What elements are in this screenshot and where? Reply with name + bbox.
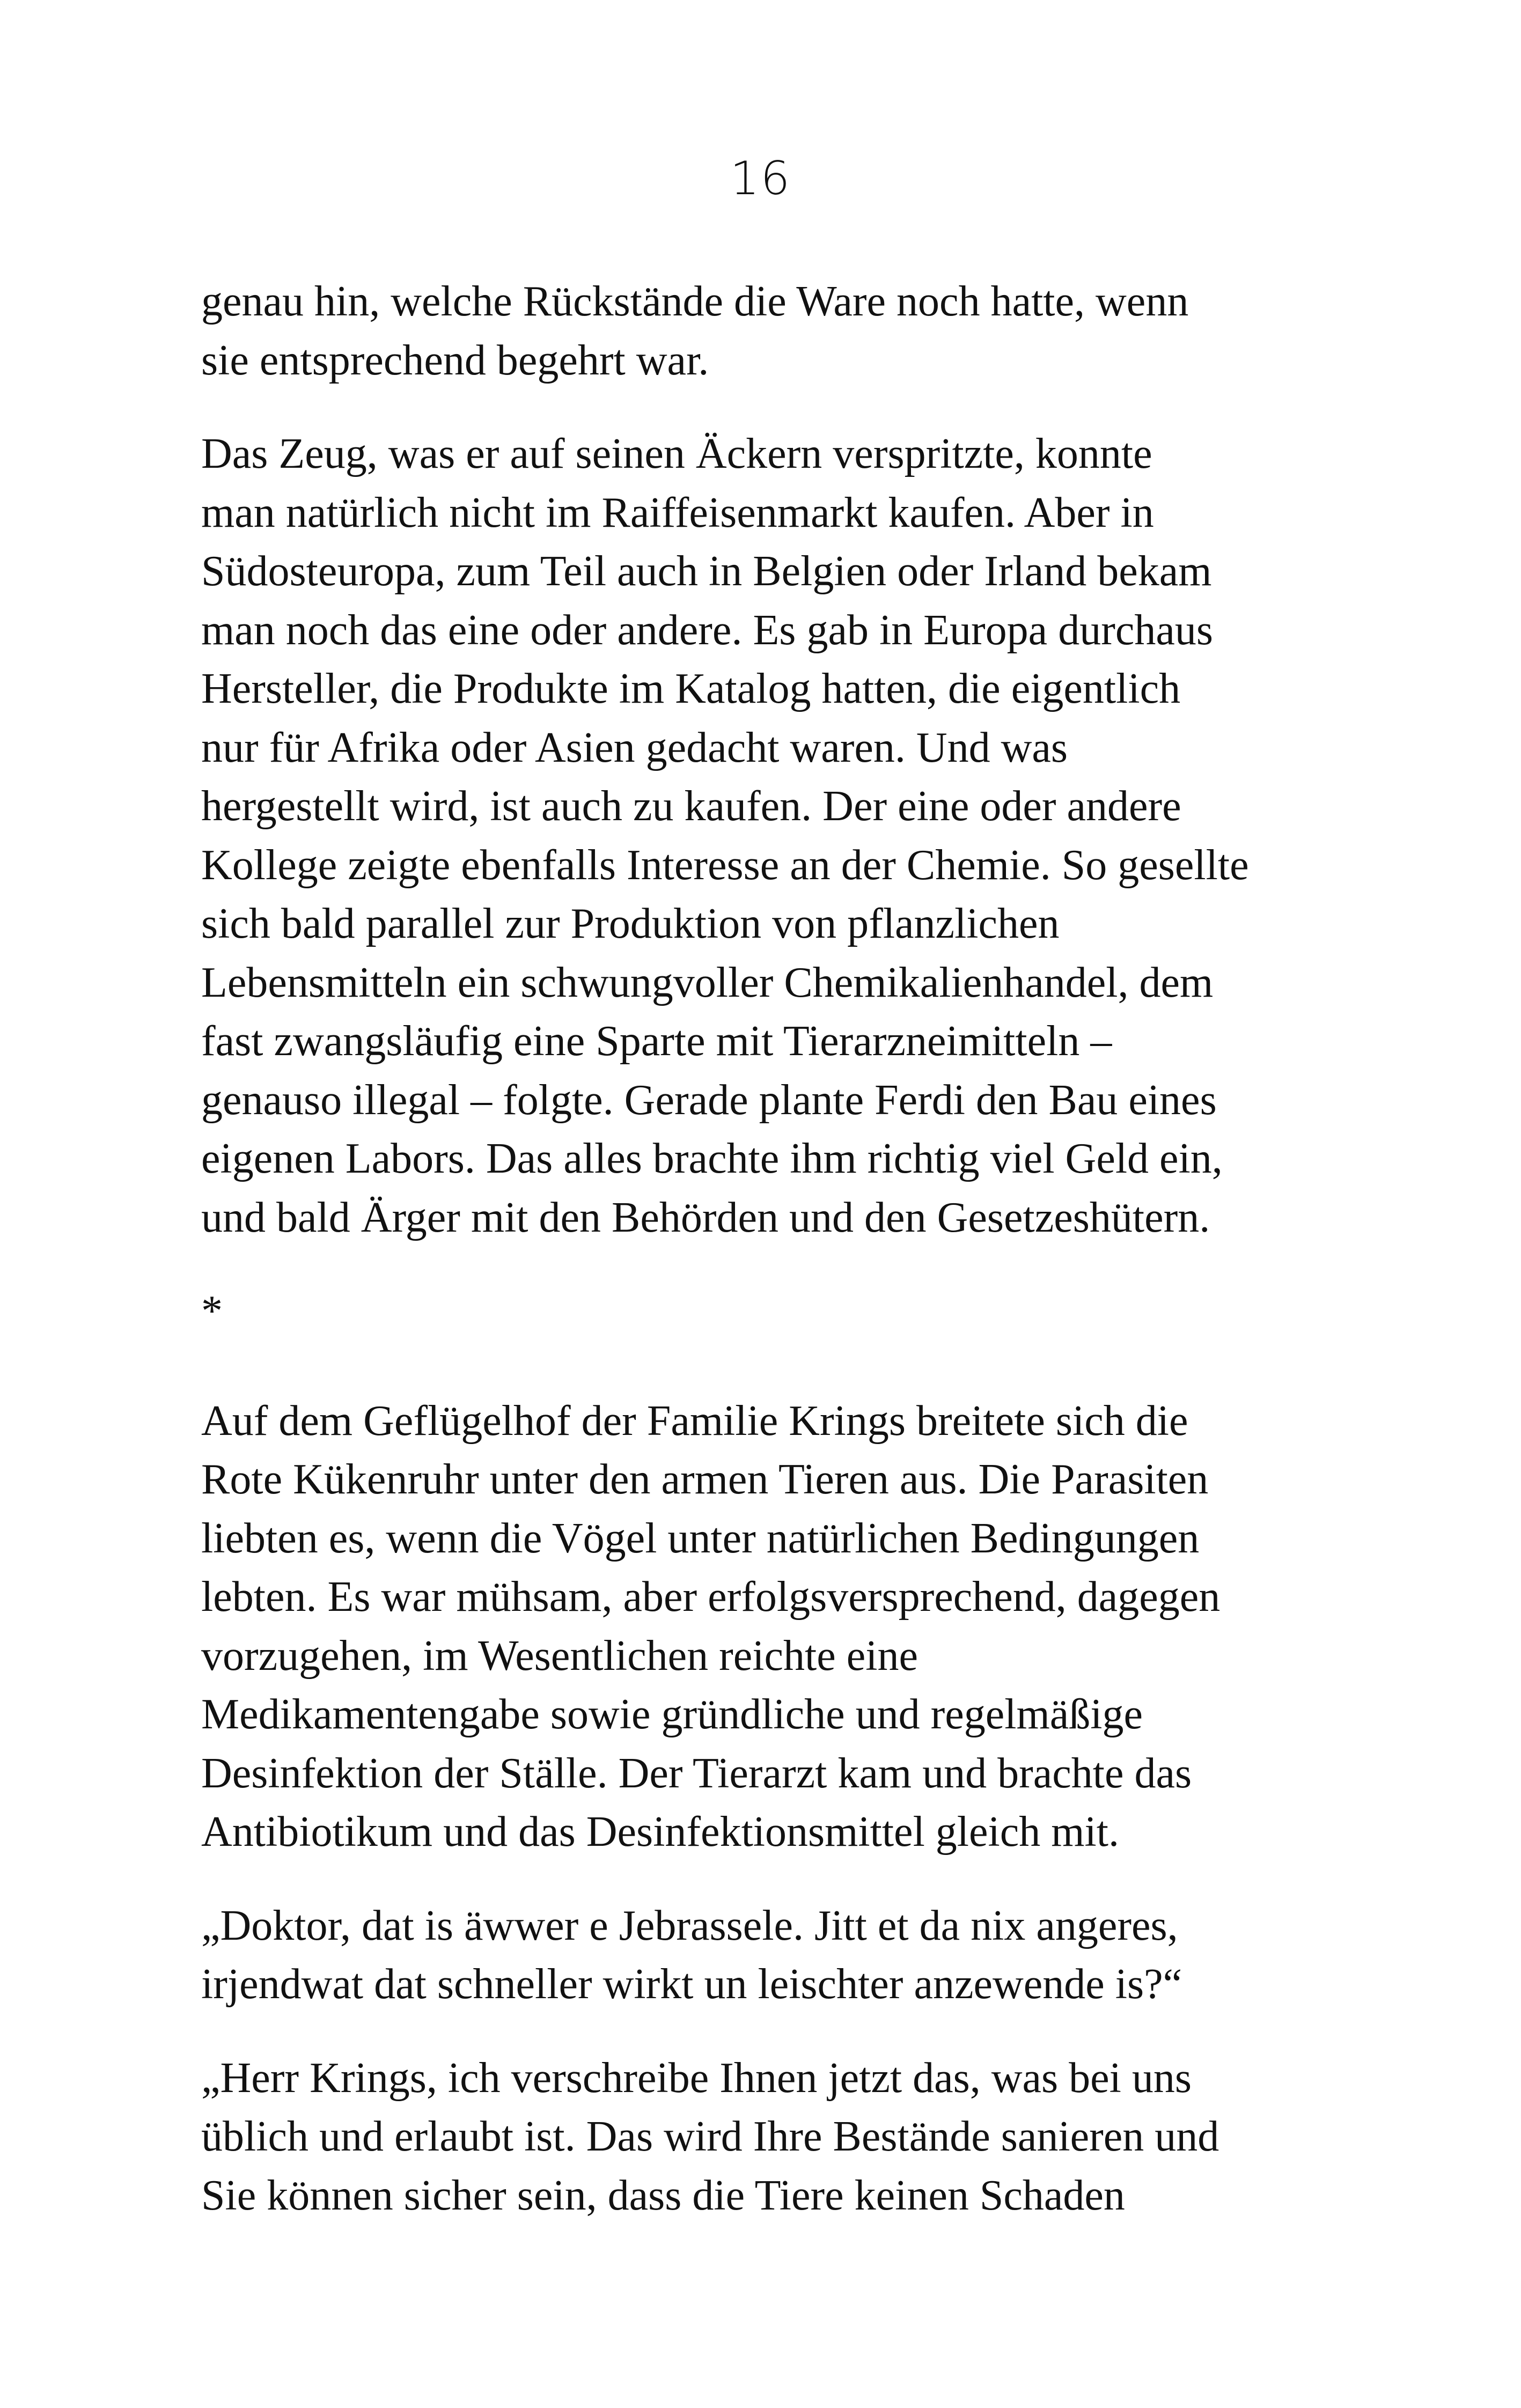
text-line: und bald Ärger mit den Behörden und den Gesetzeshütern.	[201, 1194, 1210, 1241]
page-body	[201, 273, 1355, 2225]
text-line: liebten es, wenn die Vögel unter natürlichen Bedingungen	[201, 1514, 1200, 1562]
text-line: hergestellt wird, ist auch zu kaufen. Der eine oder andere	[201, 783, 1181, 830]
paragraph	[201, 273, 1355, 390]
text-line: Antibiotikum und das Desinfektionsmittel gleich mit.	[201, 1808, 1119, 1855]
paragraph	[201, 425, 1355, 1247]
text-line: Lebensmitteln ein schwungvoller Chemikalienhandel, dem	[201, 959, 1214, 1006]
paragraph	[201, 1392, 1355, 1862]
text-line: genau hin, welche Rückstände die Ware noch hatte, wenn	[201, 278, 1189, 325]
text-line: Desinfektion der Ställe. Der Tierarzt kam und brachte das	[201, 1749, 1192, 1797]
paragraph-gap	[201, 2014, 1355, 2049]
text-line: man noch das eine oder andere. Es gab in Europa durchaus	[201, 606, 1213, 654]
text-line: Kollege zeigte ebenfalls Interesse an der Chemie. So gesellte	[201, 841, 1249, 889]
text-line: vorzugehen, im Wesentlichen reichte eine	[201, 1632, 918, 1680]
paragraph-gap	[201, 1341, 1355, 1392]
scene-separator	[201, 1282, 1355, 1341]
dialogue-paragraph	[201, 1897, 1355, 2014]
text-line: genauso illegal – folgte. Gerade plante Ferdi den Bau eines	[201, 1076, 1217, 1124]
text-line: Auf dem Geflügelhof der Familie Krings breitete sich die	[201, 1397, 1188, 1445]
text-line: irjendwat dat schneller wirkt un leischter anzewende is?“	[201, 1961, 1182, 2008]
text-line: lebten. Es war mühsam, aber erfolgsversprechend, dagegen	[201, 1573, 1221, 1621]
page-number: 16	[730, 152, 791, 205]
paragraph-gap	[201, 1862, 1355, 1897]
text-line: Sie können sicher sein, dass die Tiere keinen Schaden	[201, 2171, 1125, 2219]
text-line: „Herr Krings, ich verschreibe Ihnen jetzt das, was bei uns	[201, 2054, 1192, 2102]
text-line: fast zwangsläufig eine Sparte mit Tierarzneimitteln –	[201, 1018, 1112, 1065]
asterisk-separator: *	[201, 1287, 223, 1335]
text-line: „Doktor, dat is äwwer e Jebrassele. Jitt et da nix angeres,	[201, 1902, 1178, 1949]
paragraph-gap	[201, 1247, 1355, 1282]
text-line: Medikamentengabe sowie gründliche und regelmäßige	[201, 1691, 1143, 1738]
text-line: sie entsprechend begehrt war.	[201, 336, 709, 384]
text-line: eigenen Labors. Das alles brachte ihm richtig viel Geld ein,	[201, 1135, 1223, 1182]
paragraph-gap	[201, 390, 1355, 425]
text-line: Rote Kükenruhr unter den armen Tieren aus. Die Parasiten	[201, 1456, 1209, 1503]
text-line: Hersteller, die Produkte im Katalog hatten, die eigentlich	[201, 665, 1181, 712]
text-line: Das Zeug, was er auf seinen Äckern verspritzte, konnte	[201, 430, 1152, 477]
text-line: man natürlich nicht im Raiffeisenmarkt kaufen. Aber in	[201, 489, 1154, 536]
text-line: nur für Afrika oder Asien gedacht waren. Und was	[201, 724, 1068, 771]
text-line: üblich und erlaubt ist. Das wird Ihre Bestände sanieren und	[201, 2113, 1219, 2160]
text-line: sich bald parallel zur Produktion von pflanzlichen	[201, 900, 1060, 947]
text-line: Südosteuropa, zum Teil auch in Belgien oder Irland bekam	[201, 548, 1212, 595]
dialogue-paragraph	[201, 2049, 1355, 2226]
